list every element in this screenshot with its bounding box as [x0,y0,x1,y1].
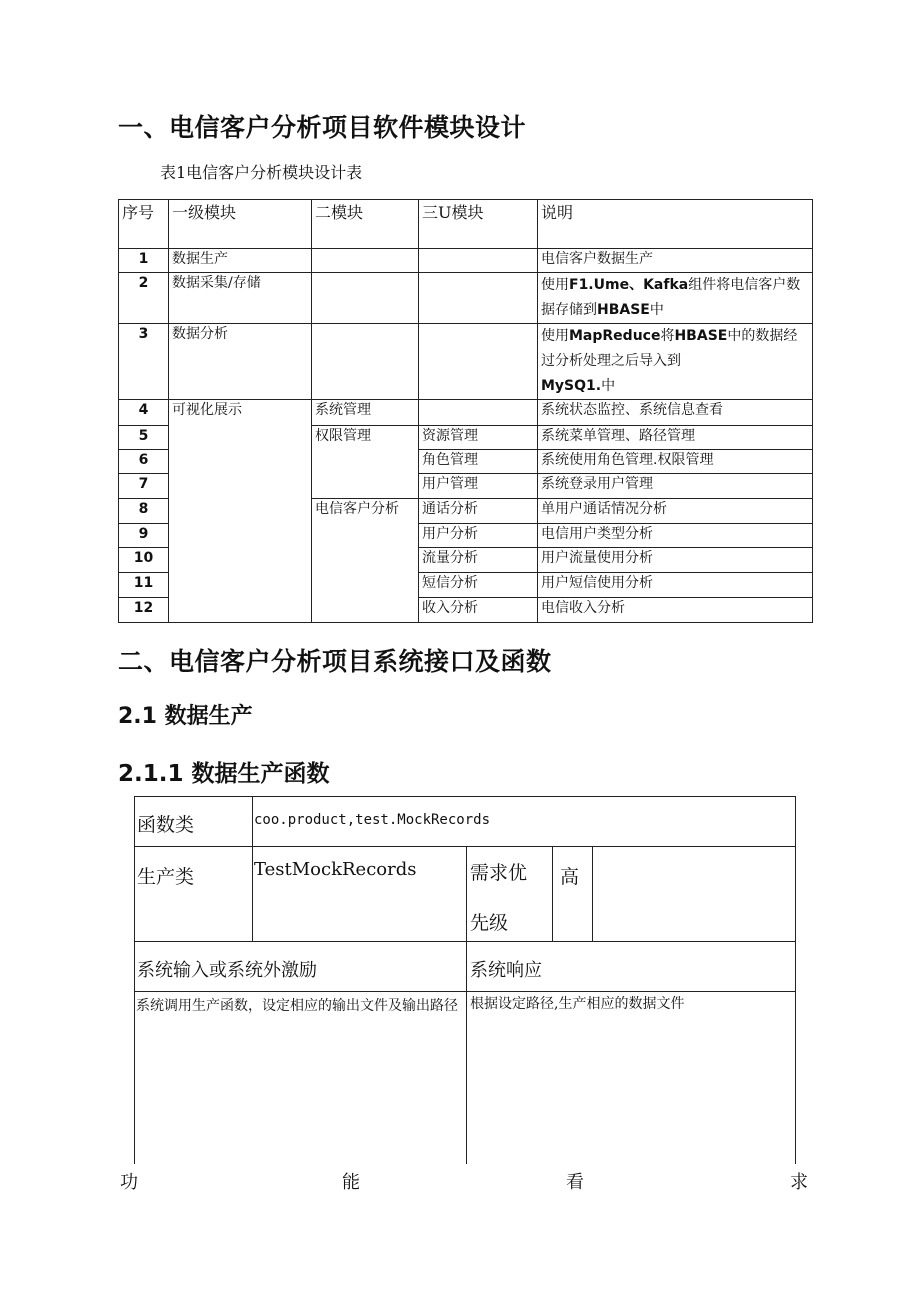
table-line [552,846,553,941]
prod-class-label: 生产类 [137,866,195,888]
module-design-table [118,199,813,623]
row-level3: 收入分析 [419,598,538,623]
row-level3: 资源管理 [419,426,538,450]
response-header: 系统响应 [470,960,542,981]
row-level3: 用户分析 [419,524,538,548]
row-level3 [419,324,538,400]
section-2-1-title: 2.1 数据生产 [118,704,253,729]
table-line [592,846,593,941]
row-level1: 数据采集/存储 [169,273,312,324]
input-text: 系统调用生产函数，设定相应的输出文件及输出路径 [136,998,458,1014]
table-line [466,846,467,1164]
header-level2: 二模块 [312,200,419,249]
row-level3: 角色管理 [419,450,538,474]
row-no: 12 [119,598,169,623]
row-no: 7 [119,474,169,499]
func-class-value: coo.product,test.MockRecords [254,812,491,828]
footer-word: 看 [566,1172,584,1193]
row-no: 4 [119,400,169,426]
table-line [134,796,135,1164]
row-level1: 数据分析 [169,324,312,400]
row-desc: 用户流量使用分析 [538,548,813,573]
row-no: 10 [119,548,169,573]
row-no: 9 [119,524,169,548]
row-desc: 用户短信使用分析 [538,573,813,598]
row-no: 8 [119,499,169,524]
row-level3 [419,273,538,324]
table-line [134,941,796,942]
header-level3: 三U模块 [419,200,538,249]
row-desc: 系统菜单管理、路径管理 [538,426,813,450]
row-no: 6 [119,450,169,474]
row-desc: 使用MapReduce将HBASE中的数据经过分析处理之后导入到 MySQ1.中 [538,324,813,400]
prod-class-value: TestMockRecords [254,859,417,880]
row-desc: 电信用户类型分析 [538,524,813,548]
footer-word: 求 [790,1172,808,1193]
section-1-title: 一、电信客户分析项目软件模块设计 [118,113,527,142]
row-no: 3 [119,324,169,400]
footer-word: 功 [120,1172,138,1193]
row-level2: 权限管理 [312,426,419,499]
row-level1: 数据生产 [169,249,312,273]
footer-word: 能 [342,1172,360,1193]
response-text: 根据设定路径,生产相应的数据文件 [470,996,685,1012]
row-level1: 可视化展示 [169,400,312,623]
row-level3: 通话分析 [419,499,538,524]
row-no: 11 [119,573,169,598]
priority-value: 高 [560,866,580,888]
row-desc: 单用户通话情况分析 [538,499,813,524]
table-line [134,796,796,797]
row-level2 [312,249,419,273]
section-2-title: 二、电信客户分析项目系统接口及函数 [118,647,552,676]
row-no: 1 [119,249,169,273]
input-header: 系统输入或系统外激励 [137,960,317,981]
row-no: 5 [119,426,169,450]
row-level2: 系统管理 [312,400,419,426]
row-level3 [419,249,538,273]
row-desc: 系统登录用户管理 [538,474,813,499]
table-line [795,796,796,1164]
priority-label-1: 需求优 [470,862,528,884]
row-level2: 电信客户分析 [312,499,419,623]
section-2-1-1-title: 2.1.1 数据生产函数 [118,761,330,787]
row-desc: 使用F1.Ume、Kafka组件将电信客户数据存储到HBASE中 [538,273,813,324]
table-row [119,324,813,400]
func-class-label: 函数类 [137,814,195,836]
table-line [252,796,253,941]
table-row [119,273,813,324]
table-header-row [119,200,813,249]
table-caption: 表1电信客户分析模块设计表 [160,163,363,182]
header-level1: 一级模块 [169,200,312,249]
row-level3 [419,400,538,426]
row-level2 [312,273,419,324]
header-desc: 说明 [538,200,813,249]
row-no: 2 [119,273,169,324]
row-desc: 电信客户数据生产 [538,249,813,273]
header-no: 序号 [119,200,169,249]
table-line [134,991,796,992]
row-desc: 系统使用角色管理.权限管理 [538,450,813,474]
row-level3: 短信分析 [419,573,538,598]
table-row [119,249,813,273]
row-level2 [312,324,419,400]
row-desc: 电信收入分析 [538,598,813,623]
row-level3: 流量分析 [419,548,538,573]
priority-label-2: 先级 [470,912,509,934]
table-line [134,846,796,847]
row-desc: 系统状态监控、系统信息查看 [538,400,813,426]
row-level3: 用户管理 [419,474,538,499]
table-row [119,400,813,426]
